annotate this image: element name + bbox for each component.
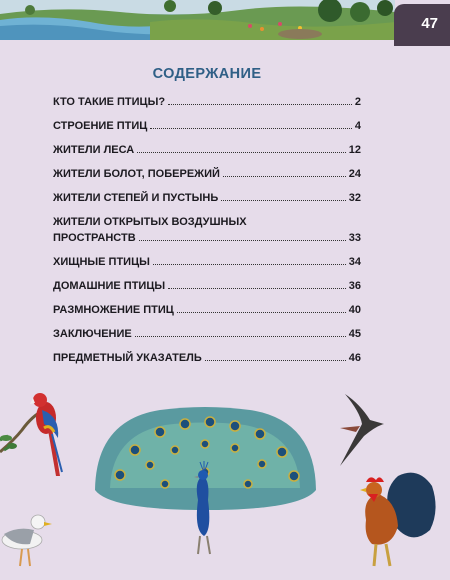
toc-entry-line2	[53, 232, 361, 244]
page-title: СОДЕРЖАНИЕ	[152, 66, 262, 82]
toc-entry[interactable]	[53, 328, 361, 340]
landscape-banner-image	[0, 0, 395, 40]
toc-entry-page: 4	[354, 120, 361, 132]
dot-leader	[135, 335, 346, 337]
toc-entry[interactable]	[53, 216, 361, 244]
toc-entry[interactable]	[53, 120, 361, 132]
toc-entry-label: ЖИТЕЛИ СТЕПЕЙ И ПУСТЫНЬ	[53, 192, 219, 204]
toc-entry-page: 36	[348, 280, 361, 292]
toc-entry-label: ПРОСТРАНСТВ	[53, 232, 136, 244]
toc-entry-page: 34	[348, 256, 361, 268]
toc-entry[interactable]	[53, 192, 361, 204]
peacock-illustration	[95, 407, 316, 554]
toc-entry-label: КТО ТАКИЕ ПТИЦЫ?	[53, 96, 166, 108]
dot-leader	[177, 311, 346, 313]
dot-leader	[205, 359, 346, 361]
dot-leader	[223, 175, 346, 177]
toc-entry-label: РАЗМНОЖЕНИЕ ПТИЦ	[53, 304, 174, 316]
toc-entry-page: 46	[348, 352, 361, 364]
dot-leader	[139, 239, 346, 241]
toc-entry-page: 24	[348, 168, 361, 180]
toc-entry[interactable]	[53, 96, 361, 108]
toc-entry-page: 2	[354, 96, 361, 108]
toc-entry-label: СТРОЕНИЕ ПТИЦ	[53, 120, 148, 132]
toc-entry-label: ЖИТЕЛИ БОЛОТ, ПОБЕРЕЖИЙ	[53, 168, 220, 180]
parrot-illustration	[30, 393, 62, 476]
toc-entry-page: 45	[348, 328, 361, 340]
toc-entry-label: ЖИТЕЛИ ЛЕСА	[53, 144, 135, 156]
swallow-illustration	[340, 394, 384, 466]
toc-entry-label: ЗАКЛЮЧЕНИЕ	[53, 328, 132, 340]
dot-leader	[168, 287, 346, 289]
toc-entry-label: ПРЕДМЕТНЫЙ УКАЗАТЕЛЬ	[53, 352, 202, 364]
toc-entry[interactable]	[53, 256, 361, 268]
rooster-illustration	[360, 473, 436, 566]
toc-entry-page: 12	[348, 144, 361, 156]
seagull-illustration	[2, 515, 52, 566]
toc-entry[interactable]	[53, 144, 361, 156]
toc-entry-label: ХИЩНЫЕ ПТИЦЫ	[53, 256, 150, 268]
toc-entry[interactable]	[53, 168, 361, 180]
table-of-contents	[53, 96, 361, 376]
toc-entry-page: 40	[348, 304, 361, 316]
toc-entry-label: ДОМАШНИЕ ПТИЦЫ	[53, 280, 166, 292]
dot-leader	[150, 127, 352, 129]
toc-entry-page: 32	[348, 192, 361, 204]
birds-illustration	[0, 380, 450, 580]
dot-leader	[221, 199, 346, 201]
page-number: 47	[421, 15, 438, 32]
toc-entry[interactable]	[53, 304, 361, 316]
dot-leader	[153, 263, 346, 265]
dot-leader	[168, 103, 352, 105]
toc-entry-page: 33	[348, 232, 361, 244]
dot-leader	[137, 151, 345, 153]
toc-entry[interactable]	[53, 352, 361, 364]
toc-entry[interactable]	[53, 280, 361, 292]
toc-entry-label-line1: ЖИТЕЛИ ОТКРЫТЫХ ВОЗДУШНЫХ	[53, 216, 247, 228]
